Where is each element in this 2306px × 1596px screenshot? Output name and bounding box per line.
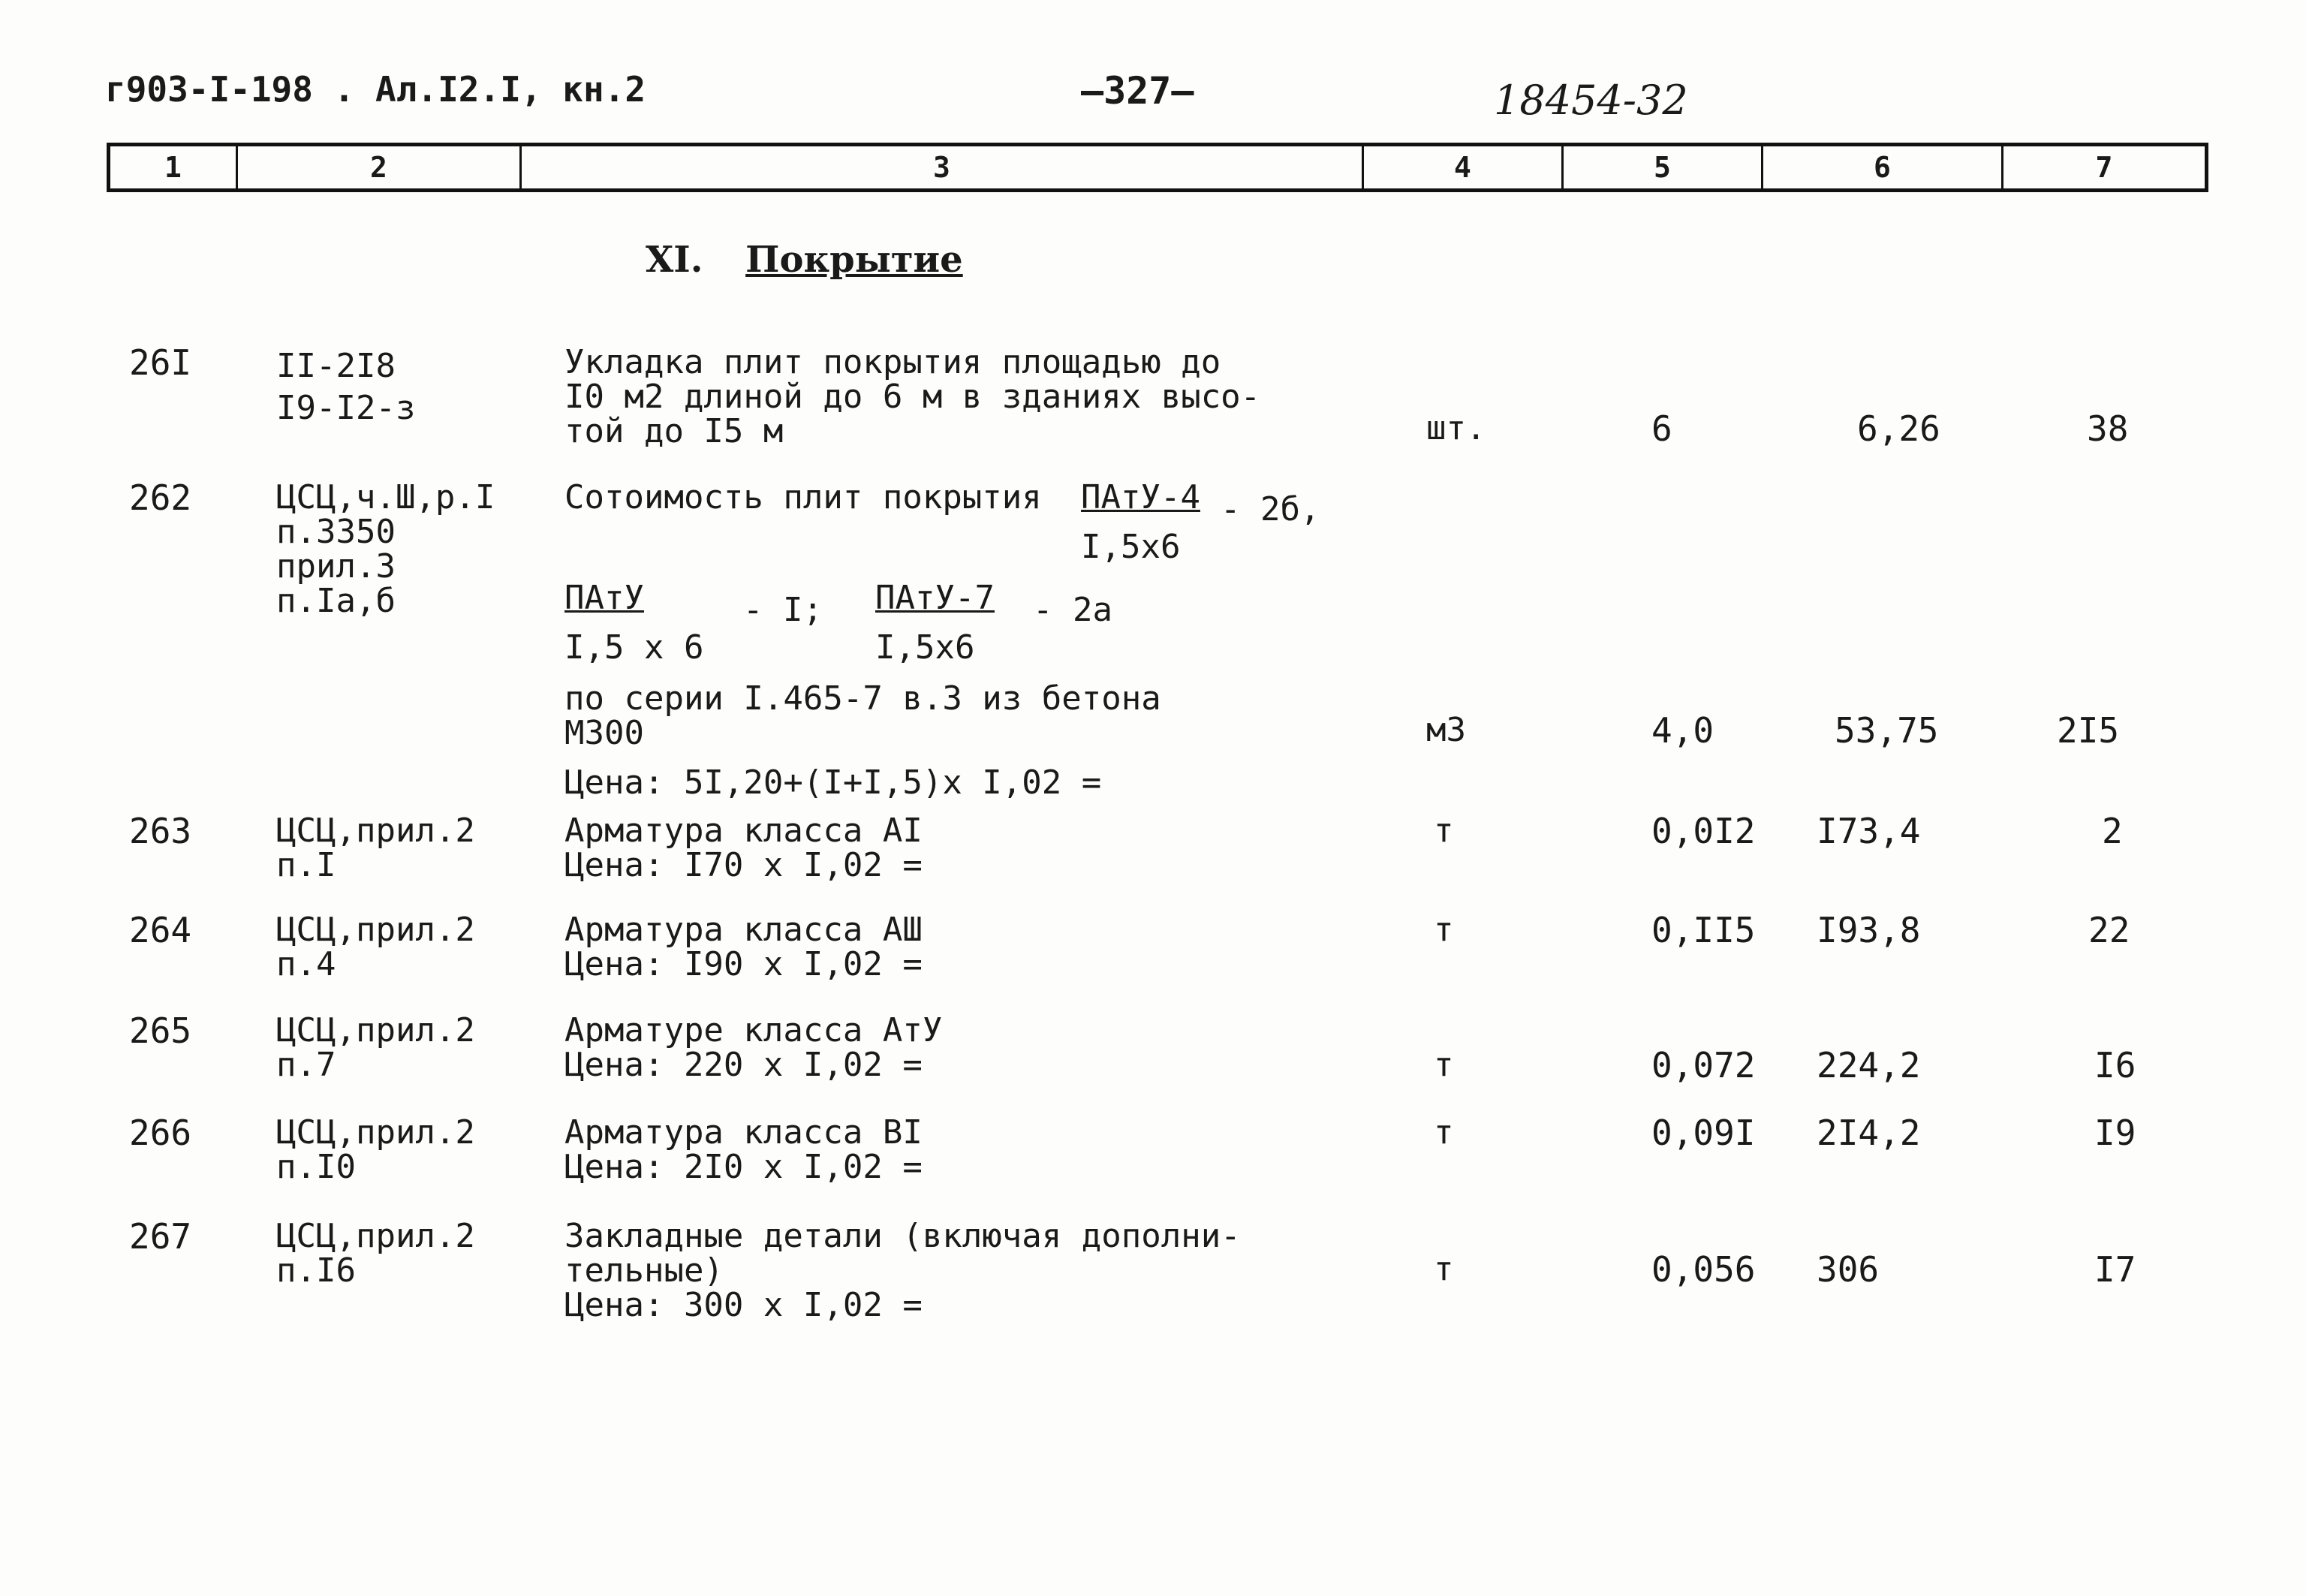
fraction-value: - I; [743,591,823,629]
column-header-7: 7 [2095,151,2113,184]
column-header-4: 4 [1364,146,1564,188]
fraction-denominator: I,5х6 [875,628,975,667]
fraction-value: - 2б, [1221,490,1320,528]
column-header-1: 1 [110,146,238,188]
row-code: ЦСЦ,ч.Ш,р.I п.3350 прил.3 п.Iа,б [276,478,495,620]
row-total: 2I5 [2057,710,2120,751]
row-code: ЦСЦ,прил.2 п.I0 [276,1113,475,1186]
row-code: ЦСЦ,прил.2 п.4 [276,911,475,983]
row-unit: шт. [1426,409,1486,447]
row-total: I7 [2094,1249,2136,1290]
row-number: 265 [129,1010,192,1051]
row-number: 263 [129,811,192,851]
row-unit: т [1434,1046,1454,1084]
fraction-value: - 2а [1033,591,1112,629]
row-quantity: 4,0 [1651,710,1714,751]
row-unit: т [1434,1250,1454,1288]
row-code: II-2I8 I9-I2-з [276,347,416,427]
row-total: 2 [2102,811,2123,851]
row-number: 266 [129,1113,192,1153]
row-price: 53,75 [1835,710,1939,751]
row-description: Сотоимость плит покрытия [564,478,1042,516]
row-description: по серии I.465-7 в.3 из бетона М300 [564,679,1161,752]
row-number: 267 [129,1216,192,1257]
fraction-numerator: ПАтУ [564,579,644,617]
row-total: I6 [2094,1045,2136,1086]
row-description: Арматура класса АШ Цена: I90 х I,02 = [564,911,923,983]
row-code: ЦСЦ,прил.2 п.7 [276,1011,475,1084]
row-quantity: 0,072 [1651,1045,1756,1086]
row-description: Закладные детали (включая дополни- тельные) Цена: 300 х I,02 = [564,1217,1241,1324]
fraction-numerator: ПАтУ-4 [1081,478,1200,516]
row-total: I9 [2094,1113,2136,1153]
row-price: 2I4,2 [1817,1113,1921,1153]
row-quantity: 0,II5 [1651,910,1756,950]
row-unit: м3 [1426,711,1466,749]
row-price: I93,8 [1817,910,1921,950]
page-number: —327— [1081,69,1194,113]
document-code: г903-I-198 . Ал.I2.I, кн.2 [105,69,646,110]
row-quantity: 6 [1651,408,1672,449]
row-description: Укладка плит покрытия площадью до I0 м2 длиной до 6 м в зданиях высо- той до I5 м [564,343,1261,450]
row-number: 26I [129,342,192,383]
row-unit: т [1434,1113,1454,1152]
row-number: 262 [129,477,192,518]
row-price-formula: Цена: 5I,20+(I+I,5)х I,02 = [564,763,1102,802]
handwritten-number: 18454-32 [1494,77,1688,124]
row-code: ЦСЦ,прил.2 п.I [276,812,475,884]
row-quantity: 0,056 [1651,1249,1756,1290]
row-quantity: 0,09I [1651,1113,1756,1153]
section-name: Покрытие [745,239,963,281]
column-header-5: 5 [1564,146,1763,188]
row-price: 224,2 [1817,1045,1921,1086]
row-unit: т [1434,911,1454,949]
column-header-6: 6 [1763,146,2003,188]
row-description: Арматуре класса АтУ Цена: 220 х I,02 = [564,1011,943,1084]
row-description: Арматура класса ВI Цена: 2I0 х I,02 = [564,1113,923,1186]
section-number: XI. [646,239,703,281]
row-description: Арматура класса АI Цена: I70 х I,02 = [564,812,923,884]
fraction-denominator: I,5 х 6 [564,628,704,667]
row-quantity: 0,0I2 [1651,811,1756,851]
column-header-row [107,143,2208,192]
row-unit: т [1434,812,1454,850]
fraction-numerator: ПАтУ-7 [875,579,995,617]
fraction-denominator: I,5х6 [1081,528,1181,566]
row-number: 264 [129,910,192,950]
column-header-3: 3 [522,146,1364,188]
row-price: I73,4 [1817,811,1921,851]
column-header-2: 2 [238,146,522,188]
row-total: 22 [2088,910,2130,950]
row-price: 306 [1817,1249,1880,1290]
section-title [646,239,963,281]
row-price: 6,26 [1857,408,1940,449]
row-code: ЦСЦ,прил.2 п.I6 [276,1217,475,1290]
row-total: 38 [2087,408,2129,449]
